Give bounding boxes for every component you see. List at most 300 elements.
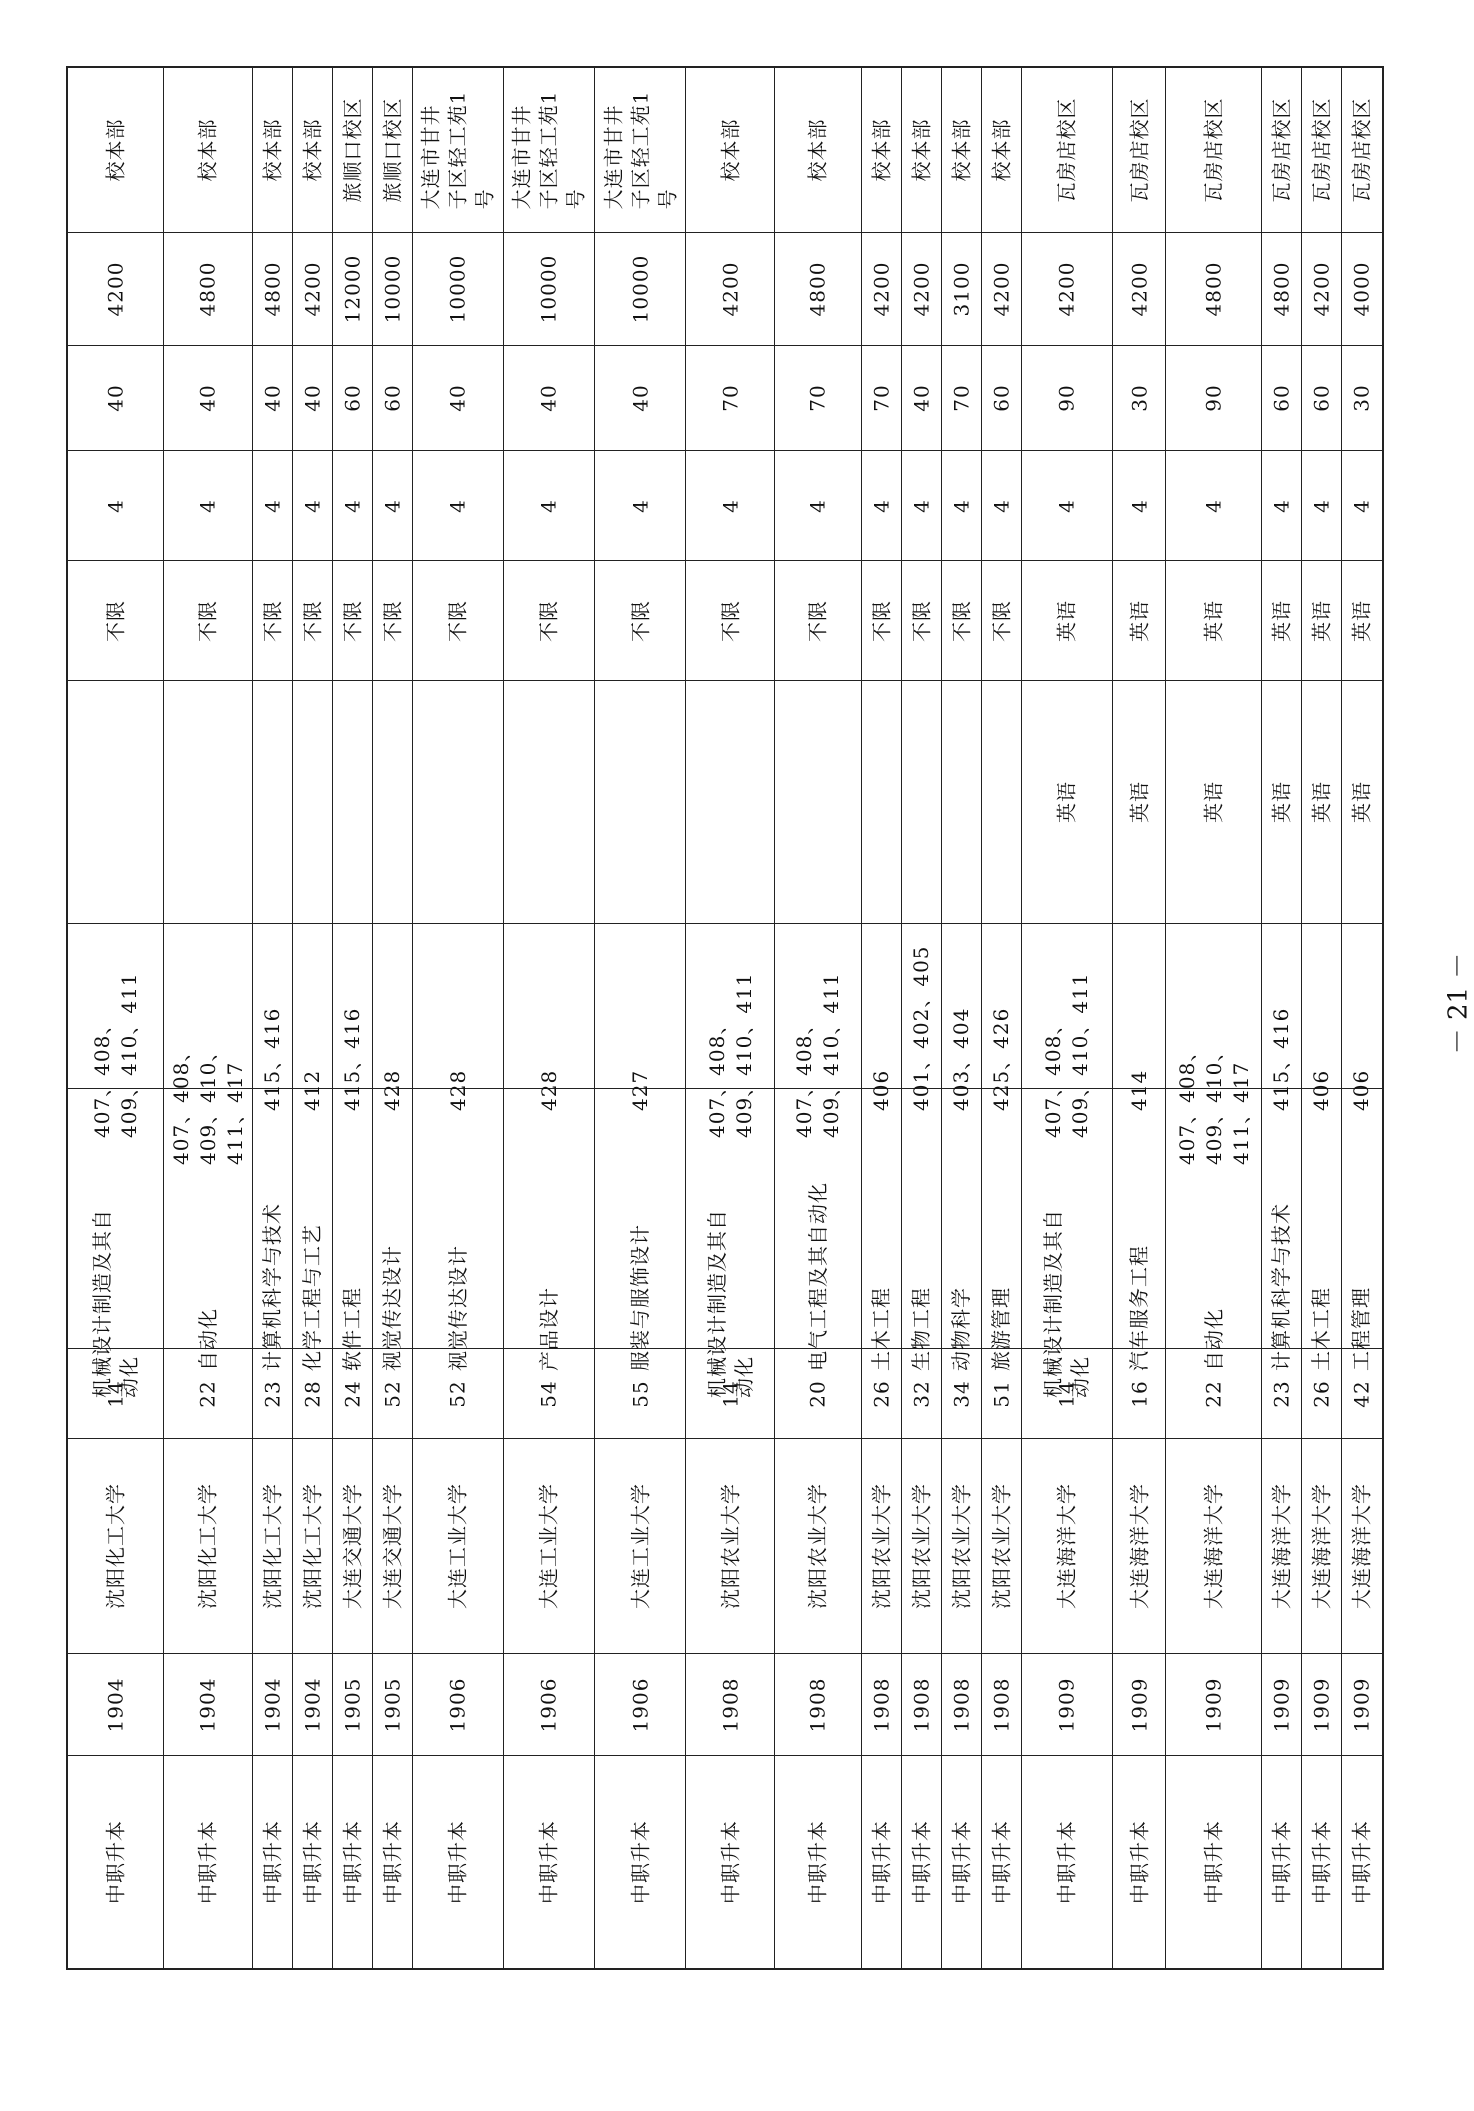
cell-text: 中职升本 [909,1820,934,1904]
cell-type [982,1756,1022,1968]
cell-major-code [1022,1349,1113,1439]
cell-major [595,1089,686,1371]
cell-text: 机械设计制造及其自 [704,1209,729,1398]
cell-type [293,1756,333,1968]
cell-major-code [1342,1349,1382,1439]
cell-plan [293,346,333,451]
cell-years [504,451,595,561]
cell-text: 大连交通大学 [380,1483,405,1609]
cell-campus [333,68,373,233]
cell-code [1022,1654,1113,1756]
cell-text: 中职升本 [949,1820,974,1904]
cell-text: 10000 [536,254,561,324]
cell-text: 90 [1054,384,1079,412]
table-row [413,68,504,1968]
page-number: － 21 － [1443,952,1474,1055]
cell-text: 中职升本 [718,1820,743,1904]
cell-text: 号 [472,188,497,210]
cell-text: 计算机科学与技术 [260,1203,285,1371]
cell-campus [293,68,333,233]
cell-plan [775,346,862,451]
cell-text: 中职升本 [1054,1820,1079,1904]
cell-text: 大连市甘井 [418,104,443,210]
cell-text: 生物工程 [909,1287,934,1371]
cell-text: 406 [869,1069,894,1111]
cell-plan [686,346,775,451]
cell-type [504,1756,595,1968]
cell-req [942,924,982,1111]
cell-major [253,1089,293,1371]
table-row [373,68,413,1968]
table-row [982,68,1022,1968]
cell-text: 60 [1309,384,1334,412]
cell-text: 动化 [116,1356,141,1398]
cell-text: 沈阳农业大学 [989,1483,1014,1609]
cell-text: 4 [1309,498,1334,513]
cell-text: 40 [909,384,934,412]
cell-fee [982,233,1022,346]
cell-subject-req [293,561,333,681]
cell-lang-req [595,681,686,924]
cell-major-code [373,1349,413,1439]
cell-lang-req [862,681,902,924]
cell-school [253,1439,293,1654]
cell-subject-req [862,561,902,681]
cell-text: 大连交通大学 [340,1483,365,1609]
cell-text: 4800 [260,261,285,317]
cell-plan [942,346,982,451]
cell-text: 1908 [869,1677,894,1732]
cell-plan [1262,346,1302,451]
cell-plan [373,346,413,451]
cell-subject-req [1342,561,1382,681]
cell-text: 不限 [805,599,830,642]
cell-text: 子区轻工苑1 [445,90,470,210]
cell-plan [1342,346,1382,451]
cell-major [504,1089,595,1371]
cell-text: 401、402、405 [909,945,934,1111]
cell-campus [413,68,504,233]
cell-text: 42 [1349,1379,1374,1408]
cell-text: 1905 [380,1677,405,1732]
cell-text: 20 [805,1379,830,1408]
cell-fee [1302,233,1342,346]
cell-text: 14 [1054,1379,1079,1408]
cell-school [902,1439,942,1654]
cell-fee [68,233,164,346]
cell-years [1302,451,1342,561]
cell-code [775,1654,862,1756]
cell-subject-req [1113,561,1166,681]
cell-text: 52 [380,1379,405,1408]
cell-text: 动物科学 [949,1287,974,1371]
cell-text: 4 [1349,498,1374,513]
cell-text: 52 [445,1379,470,1408]
cell-text: 不限 [628,599,652,642]
table-row [862,68,902,1968]
table-row [504,68,595,1968]
cell-req [164,924,253,1165]
cell-text: 号 [655,188,679,210]
cell-text: 4200 [103,261,128,317]
cell-text: 不限 [718,599,743,642]
cell-major [902,1089,942,1371]
cell-text: 英语 [1201,781,1226,823]
cell-subject-req [982,561,1022,681]
cell-text: 4200 [869,261,894,317]
cell-major [862,1089,902,1371]
cell-text: 4 [1054,498,1079,513]
cell-major [1302,1089,1342,1371]
cell-fee [373,233,413,346]
table-row [253,68,293,1968]
cell-text: 1906 [445,1677,470,1732]
cell-text: 10000 [445,254,470,324]
cell-school [333,1439,373,1654]
cell-major-code [253,1349,293,1439]
cell-fee [1262,233,1302,346]
cell-req [413,924,504,1111]
cell-major-code [595,1349,686,1439]
cell-text: 1904 [260,1677,285,1732]
cell-text: 旅顺口校区 [340,97,365,203]
cell-text: 子区轻工苑1 [628,90,652,210]
cell-type [1166,1756,1262,1968]
cell-campus [1166,68,1262,233]
cell-text: 机械设计制造及其自 [89,1209,114,1398]
table-row [1113,68,1166,1968]
cell-text: 视觉传达设计 [445,1245,470,1371]
cell-text: 不限 [340,599,365,642]
cell-text: 1904 [195,1677,220,1732]
cell-school [1166,1439,1262,1654]
cell-fee [333,233,373,346]
cell-text: 旅顺口校区 [380,97,405,203]
cell-req [775,924,862,1138]
cell-type [595,1756,686,1968]
cell-plan [333,346,373,451]
cell-years [164,451,253,561]
cell-major [293,1089,333,1371]
cell-lang-req [68,681,164,924]
cell-text: 415、416 [340,1007,365,1111]
cell-fee [862,233,902,346]
cell-school [373,1439,413,1654]
cell-text: 中职升本 [1127,1820,1152,1904]
cell-text: 电气工程及其自动化 [805,1182,830,1371]
cell-text: 409、410、 [195,1040,220,1165]
cell-text: 10000 [628,254,652,324]
cell-school [293,1439,333,1654]
cell-text: 4 [536,498,561,513]
cell-type [1342,1756,1382,1968]
table-row [1022,68,1113,1968]
cell-text: 沈阳农业大学 [949,1483,974,1609]
cell-lang-req [253,681,293,924]
cell-subject-req [333,561,373,681]
cell-fee [1022,233,1113,346]
cell-campus [902,68,942,233]
cell-text: 4 [340,498,365,513]
cell-text: 411、417 [1228,1061,1253,1165]
cell-text: 4200 [909,261,934,317]
cell-school [1113,1439,1166,1654]
cell-major-code [333,1349,373,1439]
cell-school [595,1439,686,1654]
cell-text: 不限 [103,599,128,642]
table-row [68,68,164,1968]
cell-text: 大连工业大学 [536,1483,561,1609]
cell-subject-req [164,561,253,681]
admission-plan-table [66,66,1384,1970]
cell-text: 1905 [340,1677,365,1732]
cell-text: 1904 [300,1677,325,1732]
cell-subject-req [504,561,595,681]
cell-text: 英语 [1127,599,1152,642]
cell-text: 大连市甘井 [509,104,534,210]
cell-years [1113,451,1166,561]
cell-text: 406 [1349,1069,1374,1111]
cell-type [775,1756,862,1968]
cell-subject-req [902,561,942,681]
cell-text: 4 [805,498,830,513]
cell-text: 428 [536,1069,561,1111]
cell-text: 415、416 [1269,1007,1294,1111]
cell-text: 校本部 [260,118,285,182]
cell-school [413,1439,504,1654]
cell-text: 26 [869,1379,894,1408]
cell-major-code [1302,1349,1342,1439]
cell-campus [504,68,595,233]
cell-code [942,1654,982,1756]
cell-text: 校本部 [949,118,974,182]
cell-text: 中职升本 [1269,1820,1294,1904]
cell-school [1262,1439,1302,1654]
cell-lang-req [942,681,982,924]
cell-campus [1113,68,1166,233]
cell-text: 大连工业大学 [445,1483,470,1609]
cell-text: 4 [1127,498,1152,513]
cell-type [68,1756,164,1968]
cell-type [902,1756,942,1968]
cell-lang-req [1166,681,1262,924]
cell-major-code [504,1349,595,1439]
cell-text: 不限 [300,599,325,642]
cell-lang-req [686,681,775,924]
cell-text: 瓦房店校区 [1269,97,1294,203]
cell-text: 1909 [1269,1677,1294,1732]
cell-text: 英语 [1269,599,1294,642]
cell-text: 14 [718,1379,743,1408]
cell-fee [1342,233,1382,346]
cell-major-code [1262,1349,1302,1439]
cell-text: 校本部 [103,118,128,182]
cell-text: 沈阳农业大学 [909,1483,934,1609]
cell-req [333,924,373,1111]
cell-text: 60 [1269,384,1294,412]
cell-text: 1909 [1309,1677,1334,1732]
cell-text: 土木工程 [1309,1287,1334,1371]
cell-text: 1908 [718,1677,743,1732]
cell-text: 大连海洋大学 [1269,1483,1294,1609]
cell-text: 大连海洋大学 [1349,1483,1374,1609]
cell-text: 中职升本 [103,1820,128,1904]
cell-text: 旅游管理 [989,1287,1014,1371]
cell-text: 不限 [989,599,1014,642]
cell-text: 409、410、411 [116,972,141,1138]
cell-text: 403、404 [949,1007,974,1111]
cell-text: 30 [1349,384,1374,412]
cell-subject-req [373,561,413,681]
cell-text: 沈阳化工大学 [300,1483,325,1609]
cell-text: 1909 [1349,1677,1374,1732]
cell-text: 工程管理 [1349,1287,1374,1371]
cell-years [1342,451,1382,561]
cell-text: 软件工程 [340,1287,365,1371]
cell-text: 1909 [1127,1677,1152,1732]
cell-years [982,451,1022,561]
cell-lang-req [333,681,373,924]
cell-type [164,1756,253,1968]
cell-code [333,1654,373,1756]
cell-text: 40 [195,384,220,412]
cell-type [1113,1756,1166,1968]
cell-text: 1908 [909,1677,934,1732]
cell-text: 校本部 [869,118,894,182]
cell-campus [775,68,862,233]
cell-lang-req [504,681,595,924]
cell-text: 子区轻工苑1 [536,90,561,210]
cell-years [686,451,775,561]
table-row [333,68,373,1968]
cell-text: 校本部 [989,118,1014,182]
cell-text: 英语 [1309,781,1334,823]
cell-major-code [862,1349,902,1439]
cell-plan [1166,346,1262,451]
cell-lang-req [775,681,862,924]
table-row [1302,68,1342,1968]
cell-subject-req [253,561,293,681]
cell-text: 407、408、 [792,1013,817,1138]
cell-subject-req [595,561,686,681]
cell-text: 32 [909,1379,934,1408]
cell-lang-req [1022,681,1113,924]
cell-text: 校本部 [909,118,934,182]
cell-code [862,1654,902,1756]
cell-text: 34 [949,1379,974,1408]
cell-req [504,924,595,1111]
cell-code [595,1654,686,1756]
cell-req [595,924,686,1111]
cell-text: 4800 [1201,261,1226,317]
cell-text: 28 [300,1379,325,1408]
cell-text: 22 [195,1379,220,1408]
cell-subject-req [1022,561,1113,681]
cell-major [982,1089,1022,1371]
table-row [1166,68,1262,1968]
cell-code [293,1654,333,1756]
cell-text: 40 [445,384,470,412]
cell-code [253,1654,293,1756]
cell-text: 4 [909,498,934,513]
cell-campus [942,68,982,233]
cell-text: 23 [1269,1379,1294,1408]
cell-text: 22 [1201,1379,1226,1408]
cell-type [1302,1756,1342,1968]
cell-plan [1022,346,1113,451]
table-row [775,68,862,1968]
cell-years [293,451,333,561]
cell-text: 40 [300,384,325,412]
cell-text: 英语 [1269,781,1294,823]
cell-text: 英语 [1054,599,1079,642]
cell-text: 沈阳农业大学 [869,1483,894,1609]
cell-years [942,451,982,561]
cell-text: 机械设计制造及其自 [1041,1209,1066,1398]
cell-text: 校本部 [195,118,220,182]
cell-text: 26 [1309,1379,1334,1408]
cell-text: 中职升本 [1349,1820,1374,1904]
cell-subject-req [1166,561,1262,681]
cell-text: 4800 [805,261,830,317]
cell-text: 427 [628,1069,652,1111]
cell-text: 校本部 [805,118,830,182]
cell-text: 40 [628,384,652,412]
cell-text: 4 [445,498,470,513]
cell-text: 中职升本 [445,1820,470,1904]
cell-text: 校本部 [300,118,325,182]
cell-req [293,924,333,1111]
cell-text: 406 [1309,1069,1334,1111]
cell-school [686,1439,775,1654]
cell-text: 1908 [989,1677,1014,1732]
cell-req [1166,924,1262,1165]
cell-school [164,1439,253,1654]
cell-years [595,451,686,561]
cell-subject-req [942,561,982,681]
cell-major-code [1166,1349,1262,1439]
cell-text: 14 [103,1379,128,1408]
cell-text: 4 [103,498,128,513]
cell-text: 409、410、411 [819,972,844,1138]
cell-campus [68,68,164,233]
cell-lang-req [982,681,1022,924]
cell-text: 409、410、411 [1068,972,1093,1138]
cell-type [373,1756,413,1968]
cell-years [1166,451,1262,561]
cell-text: 不限 [445,599,470,642]
cell-text: 4 [1201,498,1226,513]
cell-text: 沈阳化工大学 [103,1483,128,1609]
cell-text: 4 [989,498,1014,513]
cell-req [1262,924,1302,1111]
cell-campus [1022,68,1113,233]
cell-text: 4200 [718,261,743,317]
cell-school [68,1439,164,1654]
cell-text: 12000 [340,254,365,324]
cell-years [1262,451,1302,561]
cell-lang-req [1342,681,1382,924]
cell-text: 4 [260,498,285,513]
cell-school [862,1439,902,1654]
cell-text: 10000 [380,254,405,324]
cell-type [942,1756,982,1968]
cell-campus [595,68,686,233]
cell-years [333,451,373,561]
cell-type [686,1756,775,1968]
cell-text: 号 [563,188,588,210]
cell-school [775,1439,862,1654]
